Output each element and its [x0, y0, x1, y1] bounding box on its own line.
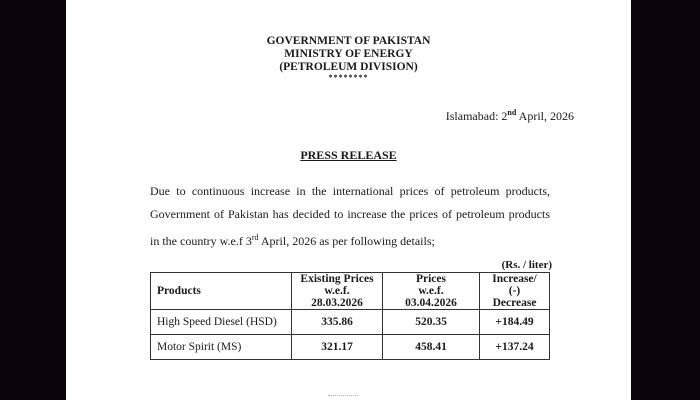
header-separator: ********	[328, 73, 369, 82]
paragraph-part2: April, 2026 as per following details;	[258, 234, 435, 248]
date-place: Islamabad: 2	[445, 109, 508, 123]
header-change: Increase/ (-) Decrease	[480, 273, 550, 310]
document-date	[446, 108, 574, 124]
new-price: 458.41	[383, 335, 480, 360]
header-new-prices: Prices w.e.f. 03.04.2026	[383, 273, 480, 310]
table-header-row	[151, 273, 550, 310]
header-division: (PETROLEUM DIVISION)	[279, 61, 418, 73]
unit-note: (Rs. / liter)	[501, 259, 552, 271]
price-change: +137.24	[480, 335, 550, 360]
existing-price: 321.17	[292, 335, 383, 360]
existing-price: 335.86	[292, 310, 383, 335]
paragraph-part1: Due to continuous increase in the international prices of petroleum products, Government of Pakistan has decided to increase the prices of petroleum products in the country w.e.f 3	[150, 184, 550, 248]
header-products: Products	[151, 273, 292, 310]
table-row	[151, 335, 550, 360]
document-page	[66, 0, 631, 400]
table-row	[151, 310, 550, 335]
press-release-title: PRESS RELEASE	[300, 148, 397, 162]
header-ministry: MINISTRY OF ENERGY	[284, 48, 413, 60]
header-existing-prices: Existing Prices w.e.f. 28.03.2026	[292, 273, 383, 310]
date-rest: April, 2026	[516, 109, 574, 123]
date-suffix: nd	[507, 108, 517, 117]
new-price: 520.35	[383, 310, 480, 335]
product-name: Motor Spirit (MS)	[151, 335, 292, 360]
product-name: High Speed Diesel (HSD)	[151, 310, 292, 335]
header-government: GOVERNMENT OF PAKISTAN	[266, 35, 431, 47]
paragraph-sup: rd	[251, 233, 259, 242]
price-table	[150, 272, 550, 360]
footer-mark	[328, 395, 358, 399]
price-change: +184.49	[480, 310, 550, 335]
body-paragraph	[150, 180, 550, 253]
